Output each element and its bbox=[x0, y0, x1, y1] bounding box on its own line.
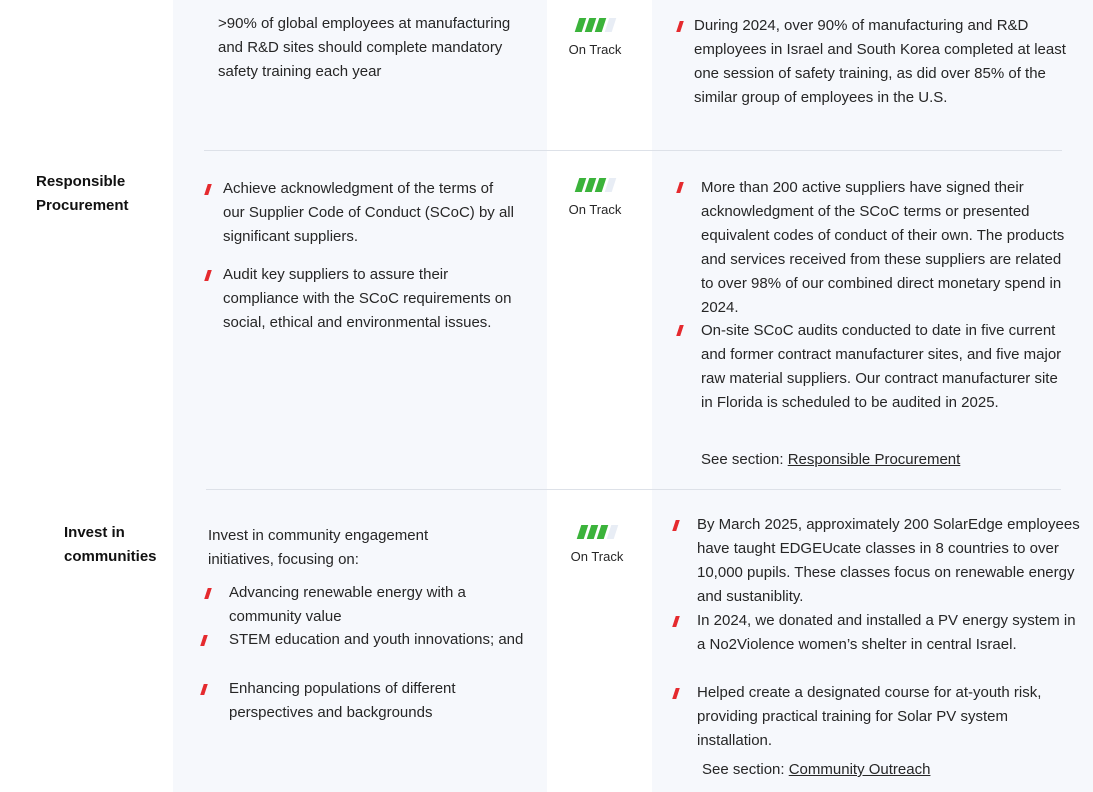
bar-segment bbox=[594, 178, 606, 192]
bar-segment bbox=[586, 525, 598, 539]
progress-bars-icon bbox=[562, 525, 632, 539]
target-text: Enhancing populations of different perspectives and backgrounds bbox=[229, 680, 456, 721]
bar-segment bbox=[594, 18, 606, 32]
bar-segment bbox=[604, 18, 616, 32]
row-divider bbox=[204, 150, 1062, 151]
bar-segment bbox=[576, 525, 588, 539]
bar-segment bbox=[604, 178, 616, 192]
bar-segment bbox=[584, 18, 596, 32]
target-intro: Invest in community engagement initiatives, focusing on: bbox=[208, 527, 429, 568]
bar-segment bbox=[606, 525, 618, 539]
progress-text: More than 200 active suppliers have signed their acknowledgment of the SCoC terms or presented equivalent codes of conduct of their own. The products and services received from these suppliers are related to over 98% of our combined direct monetary spend in 2024. bbox=[701, 179, 1065, 316]
progress-bars-icon bbox=[560, 178, 630, 192]
category-label: Responsible Procurement bbox=[36, 173, 129, 214]
see-section bbox=[701, 448, 1073, 472]
status-indicator bbox=[562, 525, 632, 564]
target-text: STEM education and youth innovations; and bbox=[229, 631, 524, 648]
status-indicator bbox=[560, 178, 630, 217]
status-label: On Track bbox=[570, 549, 624, 564]
target-text: Achieve acknowledgment of the terms of our Supplier Code of Conduct (SCoC) by all significant suppliers. bbox=[223, 180, 514, 245]
progress-text: On-site SCoC audits conducted to date in five current and former contract manufacturer sites, and five major raw material suppliers. Our contract manufacturer site in Florida is scheduled to be audited in 2025. bbox=[701, 322, 1062, 411]
see-section-prefix: See section: bbox=[702, 761, 789, 778]
bar-segment bbox=[584, 178, 596, 192]
progress-text: By March 2025, approximately 200 SolarEdge employees have taught EDGEUcate classes in 8 countries to over 10,000 pupils. These classes focus on renewable energy and sustaniblity. bbox=[697, 516, 1080, 605]
see-section bbox=[702, 758, 1074, 782]
progress-text: During 2024, over 90% of manufacturing and R&D employees in Israel and South Korea completed at least one session of safety training, as did over 85% of the similar group of employees in the U.S. bbox=[694, 17, 1066, 106]
row-divider bbox=[206, 489, 1061, 490]
bar-segment bbox=[596, 525, 608, 539]
targets-column-background bbox=[173, 0, 547, 792]
see-section-prefix: See section: bbox=[701, 451, 788, 468]
progress-text: In 2024, we donated and installed a PV energy system in a No2Violence women’s shelter in central Israel. bbox=[697, 612, 1076, 653]
target-text: Advancing renewable energy with a community value bbox=[229, 584, 466, 625]
responsible-procurement-link[interactable]: Responsible Procurement bbox=[787, 451, 961, 468]
community-outreach-link[interactable]: Community Outreach bbox=[788, 761, 931, 778]
status-label: On Track bbox=[568, 202, 622, 217]
category-label: Invest in communities bbox=[64, 524, 157, 565]
bar-segment bbox=[574, 178, 586, 192]
bar-segment bbox=[574, 18, 586, 32]
target-text: >90% of global employees at manufacturing and R&D sites should complete mandatory safety training each year bbox=[218, 15, 511, 80]
progress-text: Helped create a designated course for at-youth risk, providing practical training for Solar PV system installation. bbox=[697, 684, 1042, 749]
target-text: Audit key suppliers to assure their compliance with the SCoC requirements on social, ethical and environmental issues. bbox=[223, 266, 512, 331]
status-label: On Track bbox=[568, 42, 622, 57]
progress-bars-icon bbox=[560, 18, 630, 32]
status-indicator bbox=[560, 18, 630, 57]
